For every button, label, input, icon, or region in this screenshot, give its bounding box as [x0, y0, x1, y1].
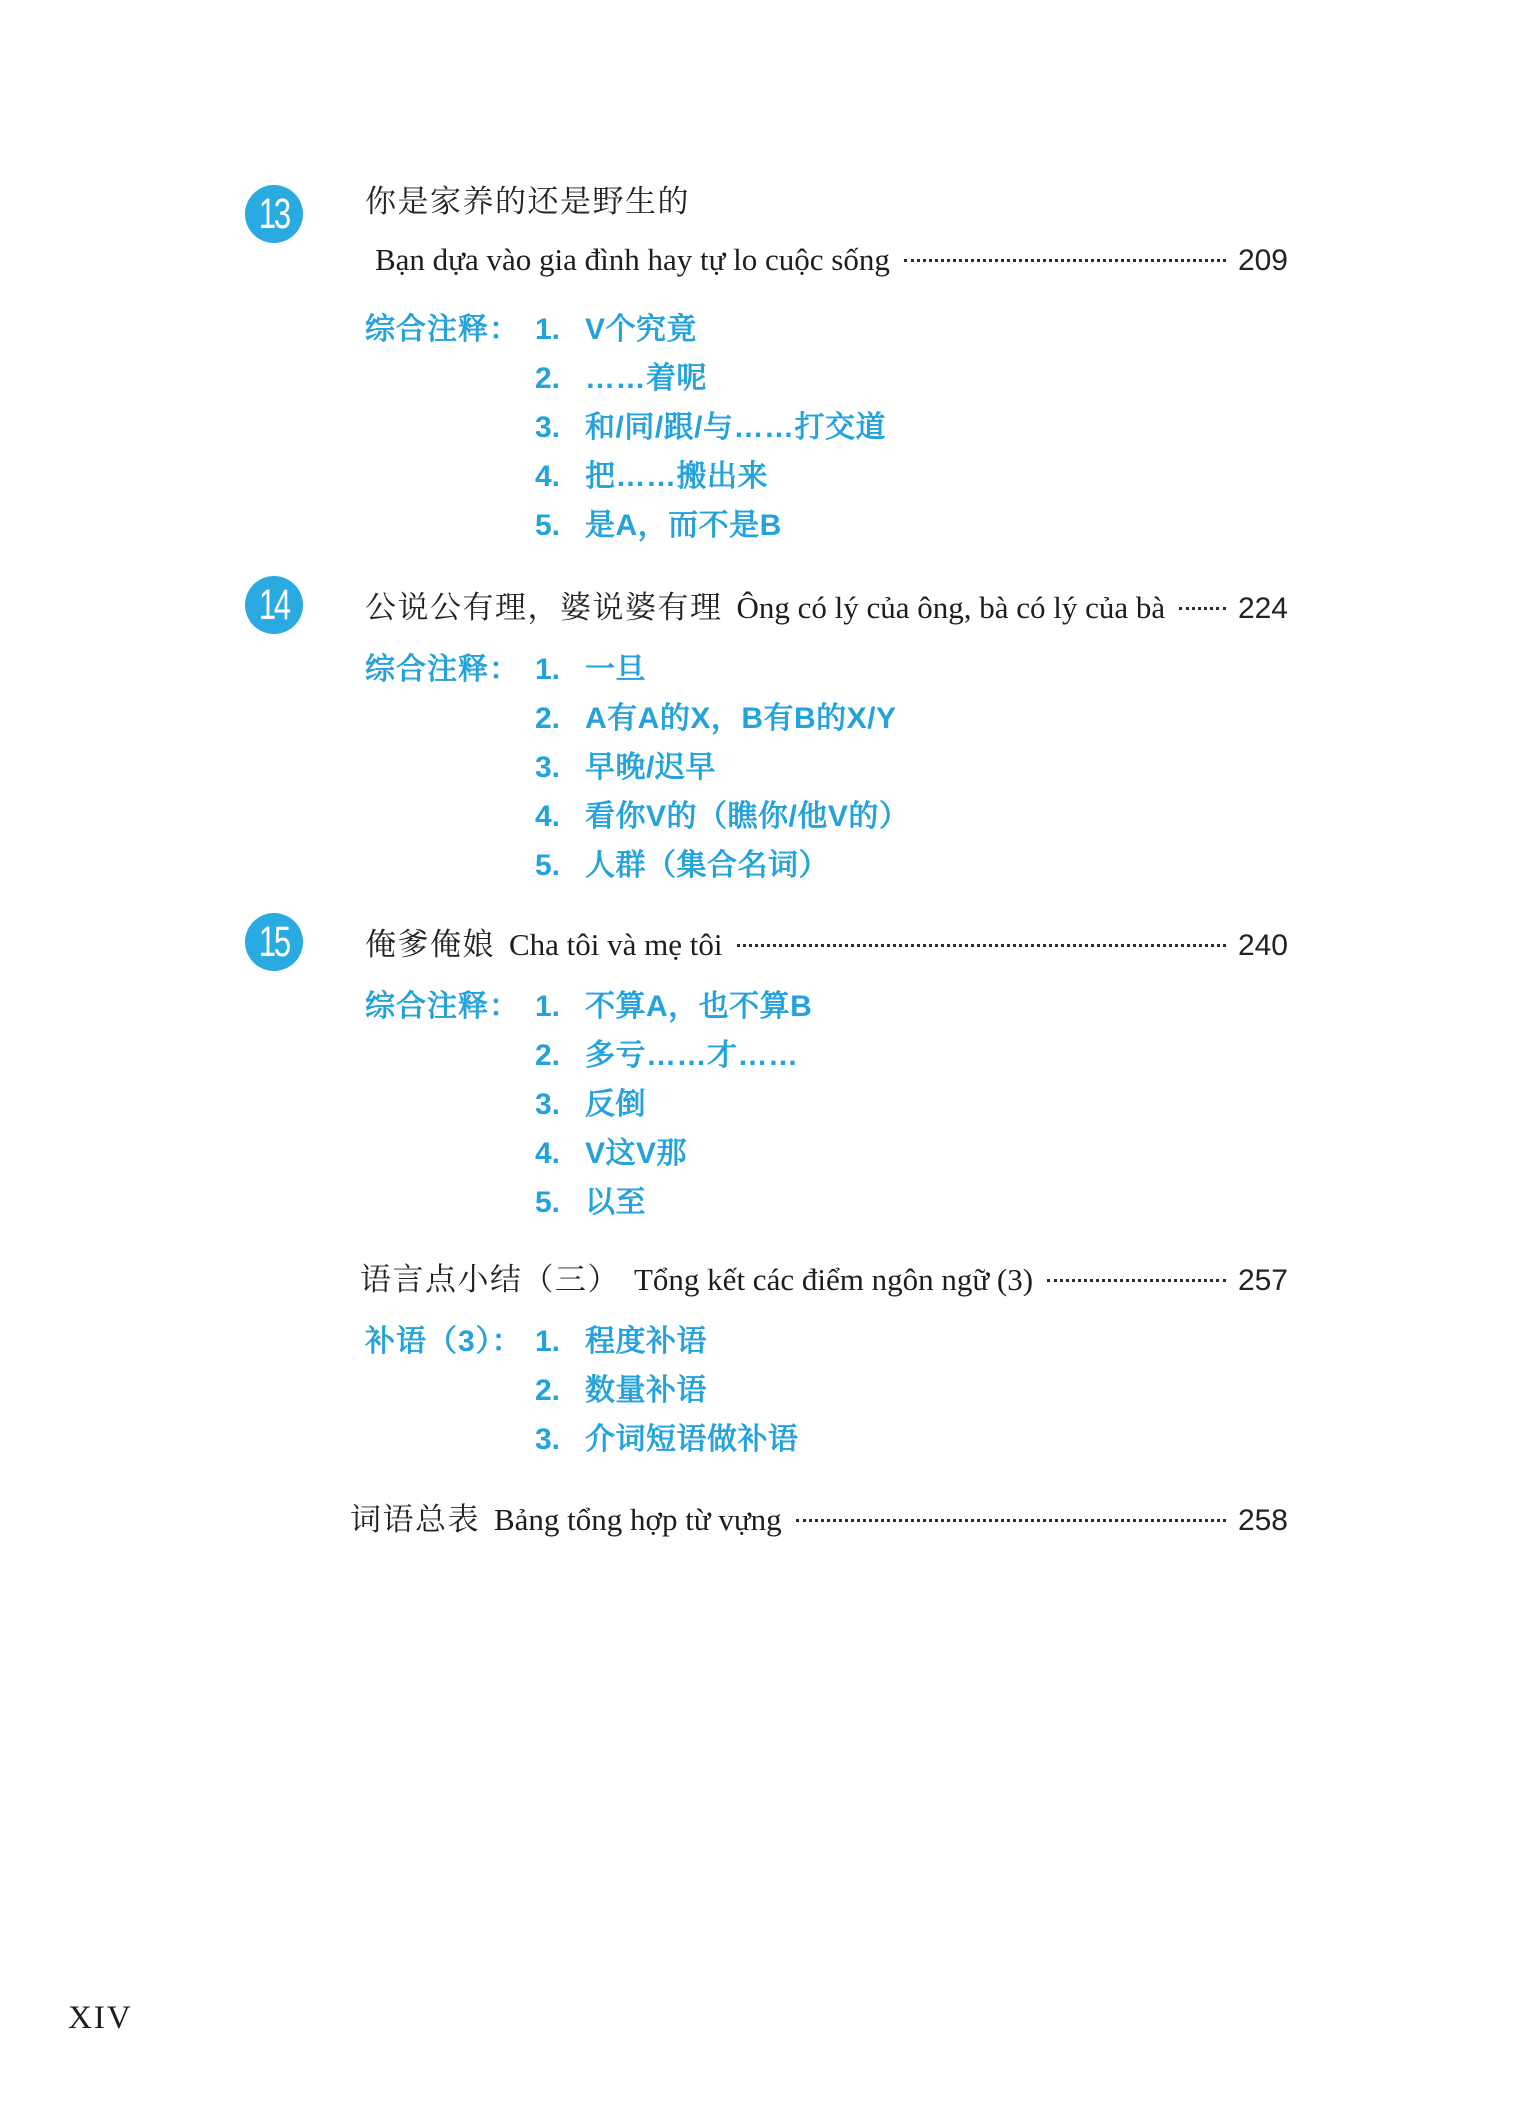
note-item-number: 3.: [535, 751, 561, 784]
note-item: [535, 792, 1288, 841]
note-item-text: 反倒: [585, 1088, 646, 1121]
note-item-number: 1.: [535, 313, 561, 346]
note-item: [535, 403, 1288, 452]
note-item-text: A有A的X，B有B的X/Y: [585, 702, 897, 735]
note-item-number: 4.: [535, 800, 561, 833]
note-item-number: 2.: [535, 1374, 561, 1407]
note-item: [535, 1080, 1288, 1129]
summary-notes: [365, 1317, 1288, 1464]
dot-leader: [796, 1519, 1226, 1522]
lesson-title-vietnamese: Cha tôi và mẹ tôi: [509, 927, 723, 962]
note-item: [535, 1031, 1288, 1080]
lesson-title-vietnamese: Bạn dựa vào gia đình hay tự lo cuộc sống: [375, 242, 890, 277]
note-item-text: 看你V的（瞧你/他V的）: [585, 800, 910, 833]
glossary-title-chinese: 词语总表: [350, 1502, 480, 1537]
note-item: [535, 501, 1288, 550]
note-item-text: 人群（集合名词）: [585, 849, 829, 882]
lesson-15-body: [365, 923, 1288, 1227]
lesson-notes: [365, 982, 1288, 1227]
notes-items: [535, 1317, 1288, 1464]
note-item-number: 5.: [535, 1186, 561, 1219]
lesson-number: 13: [258, 189, 290, 238]
note-item: [535, 1178, 1288, 1227]
toc-content: [245, 182, 1288, 1543]
note-item: [535, 1415, 1288, 1464]
note-item: [535, 982, 1288, 1031]
footer-page-number: XIV: [68, 2000, 133, 2036]
dot-leader: [904, 259, 1226, 262]
summary-title-vietnamese: Tổng kết các điểm ngôn ngữ (3): [634, 1262, 1034, 1297]
notes-label: 补语（3）：: [365, 1325, 523, 1358]
note-item-number: 3.: [535, 1088, 561, 1121]
lesson-notes: [365, 305, 1288, 550]
note-item-number: 5.: [535, 849, 561, 882]
glossary-toc-line: [350, 1498, 1288, 1543]
note-item-number: 2.: [535, 1039, 561, 1072]
page-number: 258: [1237, 1504, 1288, 1537]
note-item-text: 以至: [585, 1186, 646, 1219]
note-item-text: 把……搬出来: [585, 460, 768, 493]
note-item: [535, 1366, 1288, 1415]
note-item-text: 数量补语: [585, 1374, 707, 1407]
notes-label: 综合注释：: [365, 653, 520, 686]
lesson-13-number-badge: [245, 185, 303, 243]
lesson-13-body: [365, 182, 1288, 550]
lesson-number: 14: [258, 580, 290, 629]
lesson-title-chinese: 你是家养的还是野生的: [365, 184, 690, 219]
note-item: [535, 841, 1288, 890]
glossary-title-vietnamese: Bảng tổng hợp từ vựng: [494, 1502, 782, 1537]
note-item-text: 介词短语做补语: [585, 1423, 799, 1456]
note-item-text: V个究竟: [585, 313, 698, 346]
lesson-15-badge-column: [245, 913, 303, 1227]
note-item-number: 5.: [535, 509, 561, 542]
lesson-number: 15: [258, 917, 290, 966]
toc-entry-lesson-15: [245, 917, 1288, 1227]
lesson-14-number-badge: [245, 576, 303, 634]
note-item: [535, 694, 1288, 743]
note-item-number: 3.: [535, 411, 561, 444]
lesson-toc-line: [365, 923, 1288, 968]
lesson-title-chinese: 俺爹俺娘: [365, 927, 495, 962]
note-item: [535, 645, 1288, 694]
note-item-number: 2.: [535, 702, 561, 735]
dot-leader: [1179, 607, 1226, 610]
dot-leader: [737, 944, 1226, 947]
summary-toc-line: [360, 1258, 1288, 1303]
note-item-text: V这V那: [585, 1137, 688, 1170]
lesson-14-body: [365, 586, 1288, 890]
page-number: 257: [1237, 1264, 1288, 1297]
note-item-text: 和/同/跟/与……打交道: [585, 411, 887, 444]
note-item: [535, 452, 1288, 501]
note-item-number: 1.: [535, 653, 561, 686]
note-item: [535, 305, 1288, 354]
toc-entry-lesson-13: [245, 182, 1288, 550]
page-number: 240: [1237, 929, 1288, 962]
toc-entry-lesson-14: [245, 580, 1288, 890]
toc-entry-language-summary: [245, 1258, 1288, 1464]
lesson-toc-line: [365, 586, 1288, 631]
notes-label: 综合注释：: [365, 313, 520, 346]
note-item-number: 1.: [535, 990, 561, 1023]
lesson-title-vietnamese: Ông có lý của ông, bà có lý của bà: [736, 590, 1166, 625]
note-item: [535, 1317, 1288, 1366]
note-item: [535, 354, 1288, 403]
note-item-text: ……着呢: [585, 362, 707, 395]
lesson-title-chinese: 公说公有理，婆说婆有理: [365, 590, 723, 625]
page-number: 224: [1237, 592, 1288, 625]
note-item: [535, 743, 1288, 792]
note-item-number: 4.: [535, 1137, 561, 1170]
lesson-notes: [365, 645, 1288, 890]
summary-title-chinese: 语言点小结（三）: [360, 1262, 620, 1297]
note-item-number: 3.: [535, 1423, 561, 1456]
lesson-14-badge-column: [245, 576, 303, 890]
note-item-text: 不算A，也不算B: [585, 990, 813, 1023]
notes-label: 综合注释：: [365, 990, 520, 1023]
lesson-13-badge-column: [245, 185, 303, 550]
note-item-number: 1.: [535, 1325, 561, 1358]
notes-items: [535, 305, 1288, 550]
note-item-text: 程度补语: [585, 1325, 707, 1358]
lesson-toc-line: [365, 238, 1288, 283]
note-item-text: 早晚/迟早: [585, 751, 716, 784]
notes-items: [535, 645, 1288, 890]
note-item: [535, 1129, 1288, 1178]
note-item-text: 是A，而不是B: [585, 509, 782, 542]
lesson-15-number-badge: [245, 913, 303, 971]
note-item-number: 4.: [535, 460, 561, 493]
notes-items: [535, 982, 1288, 1227]
note-item-text: 一旦: [585, 653, 646, 686]
page-number: 209: [1237, 244, 1288, 277]
note-item-number: 2.: [535, 362, 561, 395]
dot-leader: [1047, 1279, 1226, 1282]
note-item-text: 多亏……才……: [585, 1039, 799, 1072]
toc-entry-glossary: [245, 1498, 1288, 1543]
